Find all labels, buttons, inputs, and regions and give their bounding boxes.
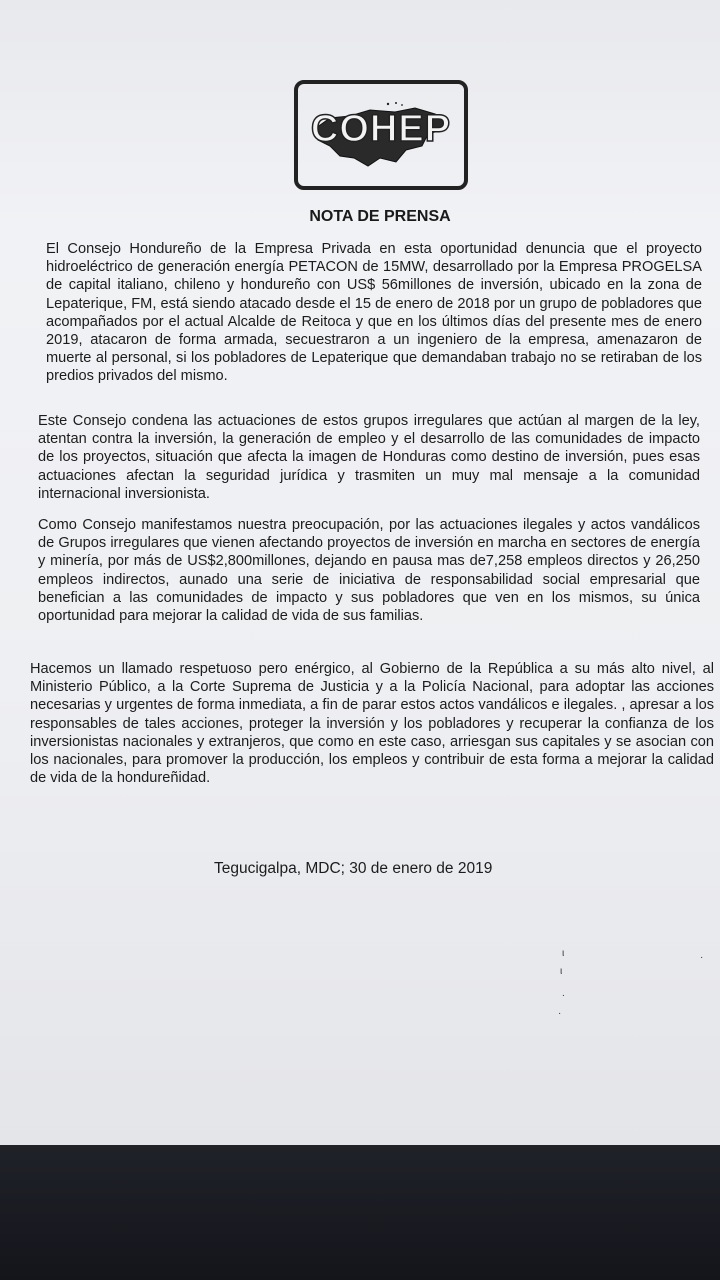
cohep-logo — [294, 80, 468, 190]
paragraph-3: Como Consejo manifestamos nuestra preocupación, por las actuaciones ilegales y actos vandálicos de Grupos irregulares que vienen afectando proyectos de inversión en marcha en sectores de energía y minería, por más de US$2,800millones, dejando en pausa mas de7,258 empleos directos y 26,250 empleos indirectos, aunado una serie de iniciativa de responsabilidad social empresarial que benefician a las comunidades de impacto y sus pobladores que ven en los mismos, su única oportunidad para mejorar la calidad de vida de sus familias. — [38, 517, 700, 625]
paragraph-4: Hacemos un llamado respetuoso pero enérgico, al Gobierno de la República a su más alto nivel, al Ministerio Público, a la Corte Suprema de Justicia y a la Policía Nacional, para adoptar las acciones necesarias y urgentes de forma inmediata, a fin de parar estos actos vandálicos e ilegales. , apresar a los responsables de tales acciones, proteger la inversión y los pobladores y recuperar la confianza de los inversionistas nacionales y extranjeros, que como en este caso, arriesgan sus capitales y se asocian con los nacionales, para promover la producción, los empleos y contribuir de esta forma a mejorar la calidad de vida de la hondureñidad. — [30, 661, 714, 787]
ink-mark: . — [562, 988, 565, 999]
background-surface — [0, 1145, 720, 1280]
ink-mark: ι — [560, 966, 563, 977]
dateline: Tegucigalpa, MDC; 30 de enero de 2019 — [214, 860, 493, 877]
paragraph-2: Este Consejo condena las actuaciones de estos grupos irregulares que actúan al margen de la ley, atentan contra la inversión, la generación de empleo y el desarrollo de las comunidades de impacto de los proyectos, situación que afecta la imagen de Honduras como destino de inversión, pues esas actuaciones afectan la seguridad jurídica y trasmiten un muy mal mensaje a la comunidad internacional inversionista. — [38, 413, 700, 502]
ink-mark: · — [558, 1008, 562, 1019]
logo-text: COHEP — [310, 108, 452, 150]
ink-mark: ι — [562, 948, 565, 959]
ink-mark: · — [700, 952, 704, 963]
page-title: NOTA DE PRENSA — [309, 208, 451, 225]
paragraph-1: El Consejo Hondureño de la Empresa Privada en esta oportunidad denuncia que el proyecto hidroeléctrico de generación energía PETACON de 15MW, desarrollado por la Empresa PROGELSA de capital italiano, chileno y hondureño con US$ 56millones de inversión, ubicado en la zona de Lepaterique, FM, está siendo atacado desde el 15 de enero de 2018 por un grupo de pobladores que acompañados por el actual Alcalde de Reitoca y que en los últimos días del presente mes de enero 2019, atacaron de forma armada, secuestraron a un ingeniero de la empresa, amenazaron de muerte al personal, si los pobladores de Lepaterique que demandaban trabajo no se retiraban de los predios privados del mismo. — [46, 241, 702, 385]
